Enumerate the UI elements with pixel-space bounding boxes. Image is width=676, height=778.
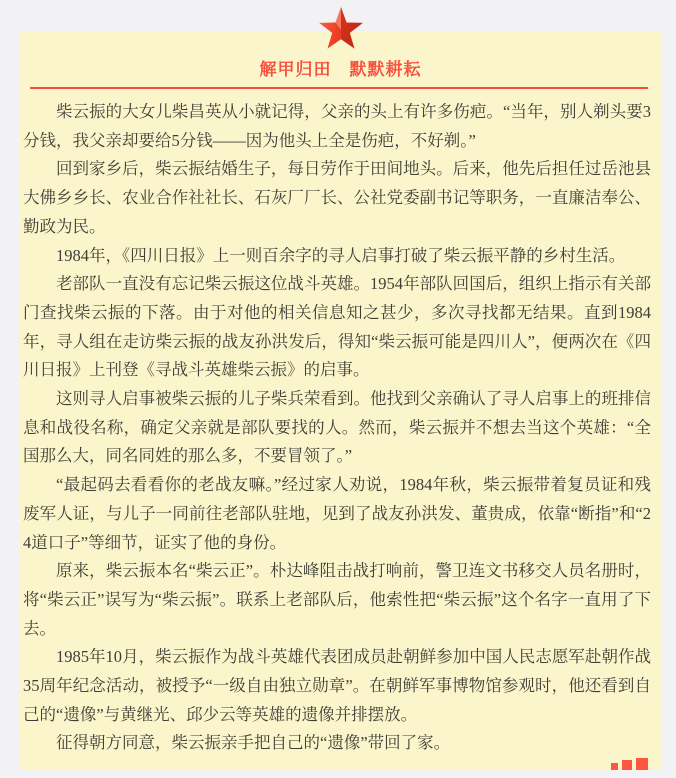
paragraph: 柴云振的大女儿柴昌英从小就记得，父亲的头上有许多伤疤。“当年，别人剃头要3分钱，我父亲却要给5分钱——因为他头上全是伤疤，不好剃。” (23, 102, 651, 150)
paragraph: “最起码去看看你的老战友嘛。”经过家人劝说，1984年秋，柴云振带着复员证和残废军人证，与儿子一同前往老部队驻地，见到了战友孙洪发、董贵成，依靠“断指”和“24道口子”等细节，证实了他的身份。 (23, 475, 651, 552)
paragraph: 征得朝方同意，柴云振亲手把自己的“遗像”带回了家。 (56, 733, 451, 753)
decorative-square-small (611, 763, 618, 770)
decorative-squares (611, 758, 648, 770)
article-body (23, 98, 651, 758)
paragraph: 这则寻人启事被柴云振的儿子柴兵荣看到。他找到父亲确认了寻人启事上的班排信息和战役名称，确定父亲就是部队要找的人。然而，柴云振并不想去当这个英雄：“全国那么大，同名同姓的那么多，不要冒领了。” (23, 389, 651, 466)
title-divider (30, 87, 648, 89)
article-card (19, 31, 662, 770)
red-star-icon (316, 7, 366, 53)
paragraph: 老部队一直没有忘记柴云振这位战斗英雄。1954年部队回国后，组织上指示有关部门查找柴云振的下落。由于对他的相关信息知之甚少，多次寻找都无结果。直到1984年，寻人组在走访柴云振的战友孙洪发后，得知“柴云振可能是四川人”，便两次在《四川日报》上刊登《寻战斗英雄柴云振》的启事。 (23, 274, 651, 380)
paragraph: 回到家乡后，柴云振结婚生子，每日劳作于田间地头。后来，他先后担任过岳池县大佛乡乡长、农业合作社社长、石灰厂厂长、公社党委副书记等职务，一直廉洁奉公、勤政为民。 (23, 159, 651, 236)
decorative-square-medium (622, 760, 632, 770)
article-title: 解甲归田 默默耕耘 (259, 60, 422, 79)
paragraph: 1985年10月，柴云振作为战斗英雄代表团成员赴朝鲜参加中国人民志愿军赴朝作战35周年纪念活动，被授予“一级自由独立勋章”。在朝鲜军事博物馆参观时，他还看到自己的“遗像”与黄继光、邱少云等英雄的遗像并排摆放。 (23, 647, 651, 724)
paragraph: 原来，柴云振本名“柴云正”。朴达峰阻击战打响前，警卫连文书移交人员名册时，将“柴云正”误写为“柴云振”。联系上老部队后，他索性把“柴云振”这个名字一直用了下去。 (23, 561, 651, 638)
paragraph: 1984年，《四川日报》上一则百余字的寻人启事打破了柴云振平静的乡村生活。 (56, 245, 626, 265)
decorative-square-large (636, 758, 648, 770)
